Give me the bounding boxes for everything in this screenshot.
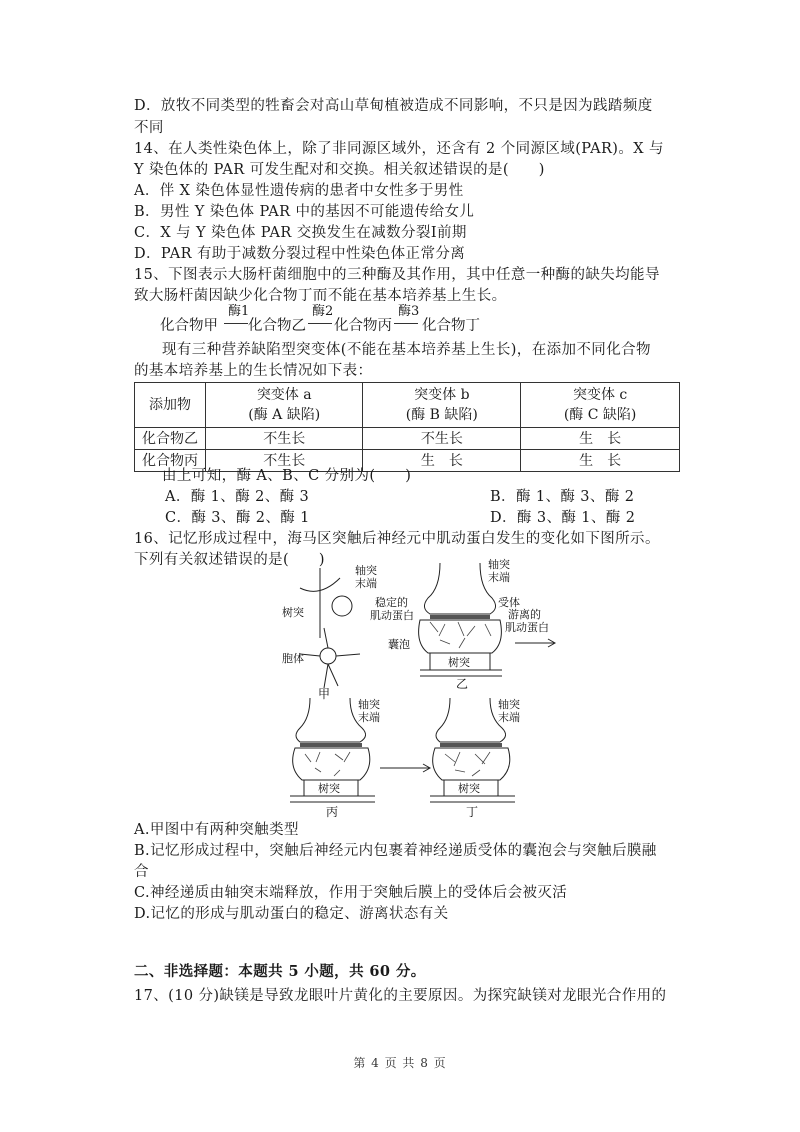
q14-stem-cont: Y 染色体的 PAR 可发生配对和交换。相关叙述错误的是( ) — [134, 162, 545, 178]
table-cell: 生 长 — [521, 450, 680, 472]
table-col-header — [521, 383, 680, 428]
table-corner: 添加物 — [135, 383, 206, 428]
q15-info-cont: 的基本培养基上的生长情况如下表： — [134, 363, 373, 379]
q15-option-b: B．酶 1、酶 3、酶 2 — [490, 489, 635, 505]
table-cell: 不生长 — [363, 428, 521, 450]
row-label: 化合物乙 — [135, 428, 206, 450]
label-dendrite-b: 树突 — [448, 657, 470, 669]
label-dendrite: 树突 — [282, 607, 304, 619]
table-header-row — [135, 383, 680, 428]
compound-bing: 化合物丙 — [334, 318, 392, 334]
label-dendrite-d: 树突 — [458, 783, 480, 795]
q14-option-c: C．X 与 Y 染色体 PAR 交换发生在减数分裂Ⅰ前期 — [134, 225, 467, 241]
col-c-name: 突变体 c — [572, 387, 628, 403]
arrow-3 — [394, 323, 418, 324]
q16-stem: 16、记忆形成过程中，海马区突触后神经元中肌动蛋白发生的变化如下图所示。 — [134, 531, 660, 547]
q14-option-b: B．男性 Y 染色体 PAR 中的基因不可能遗传给女儿 — [134, 204, 475, 220]
table-cell: 不生长 — [206, 450, 363, 472]
enzyme-1-label: 酶1 — [228, 304, 250, 319]
table-cell: 生 长 — [521, 428, 680, 450]
row-label: 化合物丙 — [135, 450, 206, 472]
synapse-diagram — [280, 558, 560, 818]
section-2-heading: 二、非选择题：本题共 5 小题，共 60 分。 — [134, 963, 426, 980]
table-cell: 生 长 — [363, 450, 521, 472]
enzyme-2-label: 酶2 — [312, 304, 334, 319]
q15-option-d: D．酶 3、酶 1、酶 2 — [490, 510, 636, 526]
table-col-header — [363, 383, 521, 428]
q13-option-d-cont: 不同 — [134, 120, 164, 136]
label-end-3: 末端 — [358, 712, 380, 724]
q15-stem-cont: 致大肠杆菌因缺少化合物丁而不能在基本培养基上生长。 — [134, 288, 507, 304]
label-axon-3: 轴突 — [358, 699, 380, 711]
col-b-sub: (酶 B 缺陷) — [405, 407, 478, 423]
q17-stem: 17、(10 分)缺镁是导致龙眼叶片黄化的主要原因。为探究缺镁对龙眼光合作用的 — [134, 988, 667, 1004]
label-end-4: 末端 — [498, 712, 520, 724]
q13-option-d: D．放牧不同类型的牲畜会对高山草甸植被造成不同影响，不只是因为践踏频度 — [134, 98, 653, 114]
label-receptor: 受体 — [498, 597, 520, 609]
label-stable-2: 肌动蛋白 — [370, 610, 414, 622]
label-stable-1: 稳定的 — [375, 597, 408, 609]
panel-label-jia: 甲 — [318, 687, 331, 701]
compound-jia: 化合物甲 — [160, 318, 218, 334]
table-col-header — [206, 383, 363, 428]
synapse-circle — [332, 596, 352, 616]
q16-option-a: A.甲图中有两种突触类型 — [134, 822, 299, 838]
label-free-2: 肌动蛋白 — [505, 622, 549, 634]
label-axon-1: 轴突 — [355, 565, 377, 577]
q15-option-a: A．酶 1、酶 2、酶 3 — [165, 489, 310, 505]
col-b-name: 突变体 b — [414, 387, 470, 403]
col-c-sub: (酶 C 缺陷) — [563, 407, 637, 423]
page-footer: 第 4 页 共 8 页 — [353, 1056, 447, 1070]
compound-yi: 化合物乙 — [248, 318, 306, 334]
label-end-1: 末端 — [355, 578, 377, 590]
enzyme-reaction-chain — [160, 300, 500, 340]
q16-option-c: C.神经递质由轴突末端释放，作用于突触后膜上的受体后会被灭活 — [134, 885, 568, 901]
compound-ding: 化合物丁 — [422, 318, 480, 334]
panel-label-ding: 丁 — [466, 805, 479, 818]
q16-stem-cont: 下列有关叙述错误的是( ) — [134, 552, 325, 568]
label-axon-4: 轴突 — [498, 699, 520, 711]
label-vesicle: 囊泡 — [388, 639, 410, 651]
q15-info: 现有三种营养缺陷型突变体(不能在基本培养基上生长)，在添加不同化合物 — [162, 342, 651, 358]
col-a-sub: (酶 A 缺陷) — [248, 407, 321, 423]
q16-option-b: B.记忆形成过程中，突触后神经元内包裹着神经递质受体的囊泡会与突触后膜融 — [134, 843, 657, 859]
table-cell: 不生长 — [206, 428, 363, 450]
enzyme-3-label: 酶3 — [398, 304, 420, 319]
panel-label-yi: 乙 — [456, 677, 469, 691]
soma-circle — [320, 648, 336, 664]
q14-option-d: D．PAR 有助于减数分裂过程中性染色体正常分离 — [134, 246, 466, 262]
q15-stem: 15、下图表示大肠杆菌细胞中的三种酶及其作用，其中任意一种酶的缺失均能导 — [134, 267, 660, 283]
label-soma: 胞体 — [282, 653, 304, 665]
q15-question: 由上可知，酶 A、B、C 分别为( ) — [162, 468, 412, 484]
arrow-2 — [308, 323, 332, 324]
label-free-1: 游离的 — [508, 609, 541, 621]
q16-option-d: D.记忆的形成与肌动蛋白的稳定、游离状态有关 — [134, 906, 449, 922]
label-dendrite-c: 树突 — [318, 783, 340, 795]
label-end-2: 末端 — [488, 572, 510, 584]
panel-label-bing: 丙 — [326, 805, 339, 818]
arrow-1 — [224, 323, 248, 324]
col-a-name: 突变体 a — [256, 387, 312, 403]
q14-option-a: A．伴 X 染色体显性遗传病的患者中女性多于男性 — [134, 183, 464, 199]
mutant-growth-table — [134, 382, 680, 472]
label-axon-2: 轴突 — [488, 559, 510, 571]
q15-option-c: C．酶 3、酶 2、酶 1 — [165, 510, 310, 526]
q14-stem: 14、在人类性染色体上，除了非同源区域外，还含有 2 个同源区域(PAR)。X 与 — [134, 141, 664, 157]
q16-option-b-cont: 合 — [134, 864, 149, 880]
table-row — [135, 428, 680, 450]
